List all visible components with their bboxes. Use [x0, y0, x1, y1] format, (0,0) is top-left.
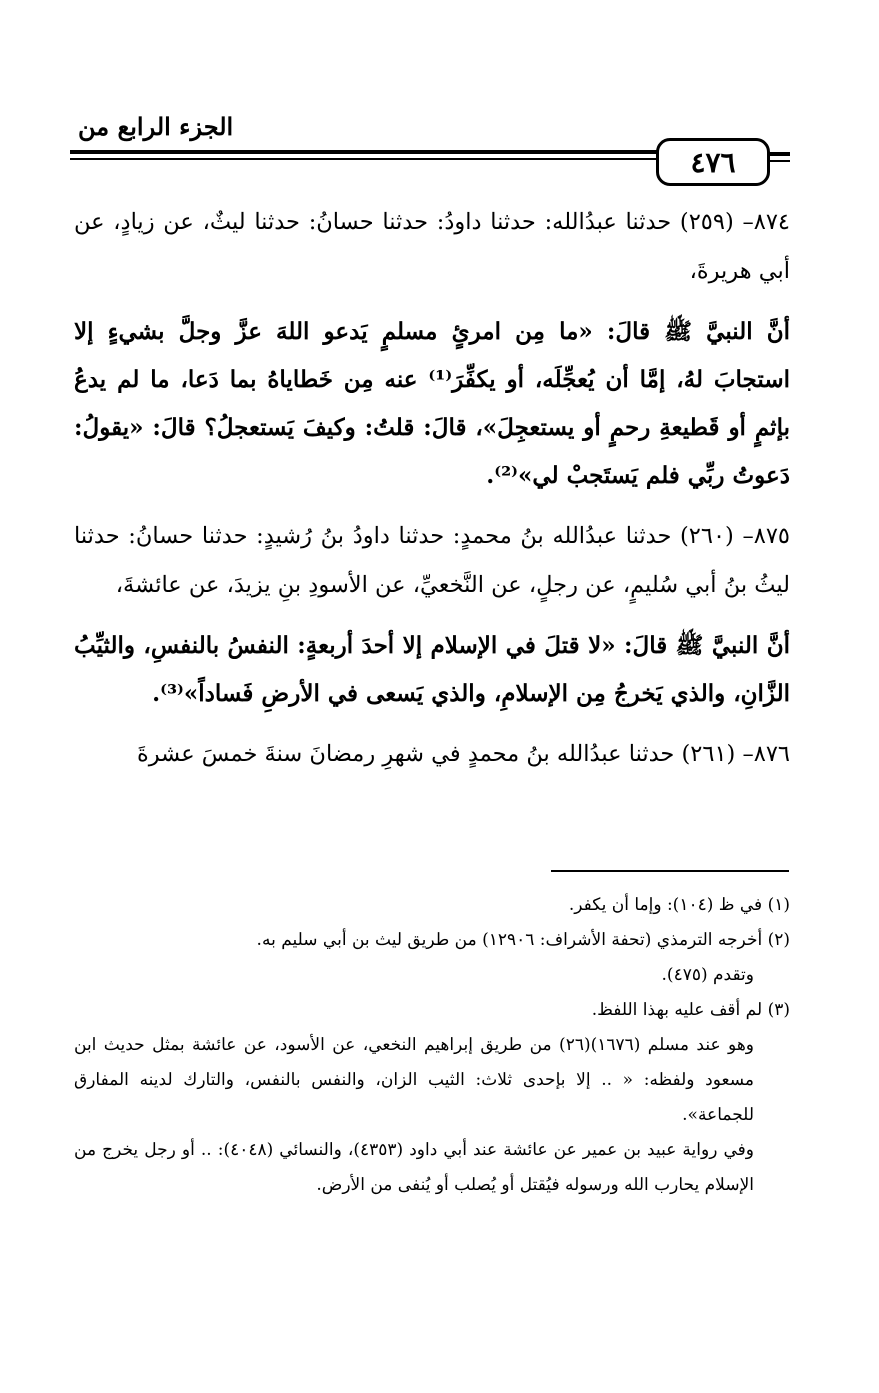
footnote-2-continuation: وتقدم (٤٧٥).	[661, 965, 754, 985]
footnote-3-continuation-2: وفي رواية عبيد بن عمير عن عائشة عند أبي داود (٤٣٥٣)، والنسائي (٤٠٤٨): .. أو رجل يخرج من الإسلام يحارب الله ورسوله فيُقتل أو يُصلب أو يُنفى من الأرض.	[74, 1140, 754, 1195]
header-rule-end-thick	[768, 152, 790, 156]
page-header	[70, 112, 790, 182]
header-rule-end-thin	[768, 160, 790, 162]
running-title: الجزء الرابع من	[78, 112, 234, 141]
footnote-1: (١) في ظ (١٠٤): وإما أن يكفر.	[568, 895, 790, 915]
paragraph-hadith-876-isnad: ٨٧٦– (٢٦١) حدثنا عبدُالله بنُ محمدٍ في شهرِ رمضانَ سنةَ خمسَ عشرةَ	[136, 741, 790, 767]
footnotes	[74, 888, 790, 1203]
header-rule-thin	[70, 158, 670, 160]
footnote-3: (٣) لم أقف عليه بهذا اللفظ.	[591, 1000, 790, 1020]
main-text	[74, 198, 790, 791]
footnote-separator	[551, 870, 789, 872]
header-rule-thick	[70, 150, 670, 154]
paragraph-hadith-875-matn: أنَّ النبيَّ ﷺ قالَ: «لا قتلَ في الإسلام إلا أحدَ أربعةٍ: النفسُ بالنفسِ، والثيِّبُ الزَّانِ، والذي يَخرجُ مِن الإسلامِ، والذي يَسعى في الأرضِ فَساداً»⁽³⁾.	[74, 632, 790, 707]
footnote-2: (٢) أخرجه الترمذي (تحفة الأشراف: ١٢٩٠٦) من طريق ليث بن أبي سليم به.	[256, 930, 790, 950]
paragraph-hadith-874-isnad: ٨٧٤– (٢٥٩) حدثنا عبدُالله: حدثنا داودُ: حدثنا حسانُ: حدثنا ليثٌ، عن زيادٍ، عن أبي هريرةَ،	[74, 209, 790, 284]
page-number: ٤٧٦	[690, 145, 736, 179]
page-number-box	[656, 138, 770, 186]
paragraph-hadith-875-isnad: ٨٧٥– (٢٦٠) حدثنا عبدُالله بنُ محمدٍ: حدثنا داودُ بنُ رُشيدٍ: حدثنا حسانُ: حدثنا ليثُ بنُ أبي سُليمٍ، عن رجلٍ، عن النَّخعيِّ، عن الأسودِ بنِ يزيدَ، عن عائشةَ،	[74, 523, 790, 598]
footnote-3-continuation: وهو عند مسلم (١٦٧٦)(٢٦) من طريق إبراهيم النخعي، عن الأسود، عن عائشة بمثل حديث ابن مسعود ولفظه: « .. إلا بإحدى ثلاث: الثيب الزان، والنفس بالنفس، والتارك لدينه المفارق للجماعة».	[74, 1035, 755, 1125]
paragraph-hadith-874-matn: أنَّ النبيَّ ﷺ قالَ: «ما مِن امرئٍ مسلمٍ يَدعو اللهَ عزَّ وجلَّ بشيءٍ إلا استجابَ لهُ، إمَّا أن يُعجِّلَه، أو يكفِّرَ⁽¹⁾ عنه مِن خَطاياهُ بما دَعا، ما لم يدعُ بإثمٍ أو قَطيعةِ رحمٍ أو يستعجِلَ»، قالَ: قلتُ: وكيفَ يَستعجلُ؟ قالَ: «يقولُ: دَعوتُ ربِّي فلم يَستَجبْ لي»⁽²⁾.	[74, 318, 790, 489]
